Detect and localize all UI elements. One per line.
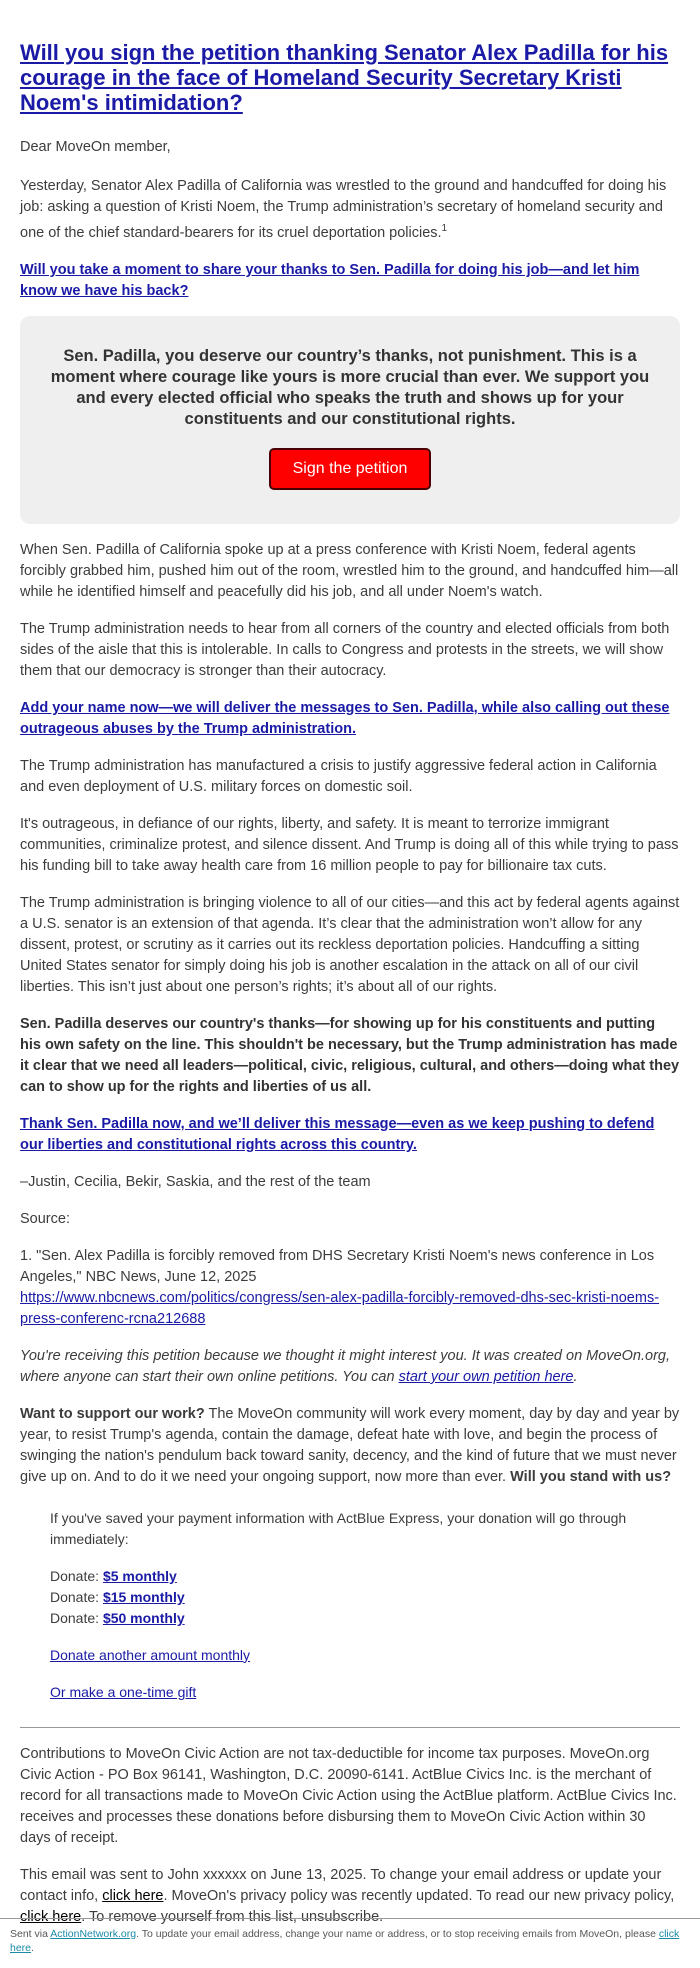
- petition-statement: Sen. Padilla, you deserve our country’s thanks, not punishment. This is a moment where courage like yours is more crucial than ever. We support you and every elected official who speaks the truth and shows up for your constituents and our constitutional rights.: [50, 346, 650, 428]
- action-network-footer: [0, 1918, 700, 1963]
- one-time-gift-link[interactable]: Or make a one-time gift: [50, 1683, 197, 1700]
- donate-another-row: [50, 1645, 680, 1666]
- update-contact-link[interactable]: click here: [102, 1887, 164, 1904]
- thank-now-link[interactable]: Thank Sen. Padilla now, and we’ll deliver this message—even as we keep pushing to defend our liberties and constitutional rights across this country.: [20, 1115, 655, 1153]
- donate-intro: If you've saved your payment information with ActBlue Express, your donation will go through immediately:: [50, 1509, 627, 1547]
- paragraph-intolerable: The Trump administration needs to hear from all corners of the country and elected officials from both sides of the aisle that this is intolerable. In calls to Congress and protests in the streets, we will show them that our democracy is stronger than their autocracy.: [20, 620, 670, 679]
- footer-unsubscribe-link[interactable]: click here: [10, 1928, 680, 1954]
- source-text: 1. "Sen. Alex Padilla is forcibly removed from DHS Secretary Kristi Noem's news conference in Los Angeles," NBC News, June 12, 2025: [20, 1247, 655, 1285]
- donate-50-link[interactable]: $50 monthly: [102, 1609, 185, 1626]
- donate-option: [50, 1608, 680, 1629]
- donate-5-link[interactable]: $5 monthly: [102, 1567, 177, 1584]
- footer-prefix: Sent via: [10, 1928, 48, 1940]
- headline-link[interactable]: Will you sign the petition thanking Senator Alex Padilla for his courage in the face of Homeland Security Secretary Kristi Noem's intimidation?: [20, 40, 669, 115]
- paragraph-violence: The Trump administration is bringing violence to all of our cities—and this act by federal agents against a U.S. senator is an extension of that agenda. It’s clear that the administration won’t allow for any dissent, protest, or scrutiny as it carries out its reckless deportation policies. Handcuffing a sitting United States senator for simply doing his job is another escalation in the attack on all of our civil liberties. This isn’t just about one person’s rights; it’s about all of our rights.: [20, 894, 680, 995]
- sent-text-1: This email was sent to John xxxxxx on June 13, 2025. To change your email address or update your contact info,: [20, 1866, 662, 1904]
- footer-text: . To update your email address, change your name or address, or to stop receiving emails from MoveOn, please: [136, 1928, 656, 1940]
- footer-end: .: [31, 1942, 34, 1954]
- add-name-paragraph: [20, 698, 680, 740]
- receiving-notice: You're receiving this petition because we thought it might interest you. It was created on MoveOn.org, where anyone can start their own online petitions. You can start your own petition here.: [20, 1347, 670, 1385]
- action-network-link[interactable]: ActionNetwork.org: [50, 1928, 137, 1940]
- paragraph-incident: When Sen. Padilla of California spoke up at a press conference with Kristi Noem, federal agents forcibly grabbed him, pushed him out of the room, wrestled him to the ground, and handcuffed him—all while he identified himself and peacefully did his job, and all under Noem's watch.: [20, 541, 679, 600]
- donate-another-link[interactable]: Donate another amount monthly: [50, 1646, 251, 1663]
- source-url-link[interactable]: https://www.nbcnews.com/politics/congress/sen-alex-padilla-forcibly-removed-dhs-sec-kristi-noems-press-conferenc-rcna212688: [20, 1289, 660, 1327]
- thank-now-paragraph: [20, 1114, 680, 1156]
- share-thanks-paragraph: [20, 260, 680, 302]
- donate-option: [50, 1566, 680, 1587]
- footnote-ref: 1: [441, 223, 448, 234]
- legal-notice: Contributions to MoveOn Civic Action are not tax-deductible for income tax purposes. MoveOn.org Civic Action - PO Box 96141, Washington, D.C. 20090-6141. ActBlue Civics Inc. is the merchant of record for all transactions made to MoveOn Civic Action using the ActBlue platform. ActBlue Civics Inc. receives and processes these donations before disbursing them to MoveOn Civic Action within 30 days of receipt.: [20, 1745, 677, 1846]
- petition-callout: [20, 316, 680, 524]
- support-body: The MoveOn community will work every moment, day by day and year by year, to resist Trump's agenda, contain the damage, defeat hate with love, and begin the process of swinging the nation's pendulum back toward sanity, decency, and the kind of future that we must never give up on. And to do it we need your ongoing support, now more than ever.: [20, 1405, 680, 1485]
- sent-text-3: . To remove yourself from this list, unsubscribe.: [81, 1908, 384, 1925]
- donate-prefix: Donate:: [50, 1609, 100, 1626]
- greeting: Dear MoveOn member,: [20, 139, 171, 155]
- donate-prefix: Donate:: [50, 1588, 100, 1605]
- paragraph-leaders: Sen. Padilla deserves our country's thanks—for showing up for his constituents and putting his own safety on the line. This shouldn't be necessary, but the Trump administration has made it clear that we need all leaders—political, civic, religious, cultural, and others—doing what they can to show up for the rights and liberties of us all.: [20, 1015, 680, 1095]
- source-citation: [20, 1246, 680, 1330]
- start-petition-link[interactable]: start your own petition here: [398, 1368, 574, 1385]
- add-name-link[interactable]: Add your name now—we will deliver the messages to Sen. Padilla, while also calling out these outrageous abuses by the Trump administration.: [20, 699, 670, 737]
- sent-text-2: . MoveOn's privacy policy was recently updated. To read our new privacy policy,: [163, 1887, 675, 1904]
- paragraph-outrageous: It's outrageous, in defiance of our rights, liberty, and safety. It is meant to terrorize immigrant communities, criminalize protest, and silence dissent. And Trump is doing all of this while trying to pass his funding bill to take away health care from 16 million people to pay for billionaire tax cuts.: [20, 815, 679, 874]
- donate-15-link[interactable]: $15 monthly: [102, 1588, 185, 1605]
- privacy-policy-link[interactable]: click here: [20, 1908, 82, 1925]
- divider: [20, 1727, 680, 1728]
- donate-option: [50, 1587, 680, 1608]
- paragraph-crisis: The Trump administration has manufactured a crisis to justify aggressive federal action in California and even deployment of U.S. military forces on domestic soil.: [20, 757, 657, 795]
- signoff: –Justin, Cecilia, Bekir, Saskia, and the rest of the team: [20, 1173, 371, 1190]
- donate-prefix: Donate:: [50, 1567, 100, 1584]
- sign-petition-button[interactable]: Sign the petition: [269, 448, 432, 490]
- support-tail: Will you stand with us?: [510, 1468, 672, 1485]
- headline: [20, 0, 680, 115]
- source-label: Source:: [20, 1210, 70, 1227]
- support-paragraph: [20, 1404, 680, 1488]
- intro-text: Yesterday, Senator Alex Padilla of California was wrestled to the ground and handcuffed for doing his job: asking a question of Kristi Noem, the Trump administration’s secretary of homeland security and one of the chief standard-bearers for its cruel deportation policies.: [20, 178, 667, 241]
- donate-section: [20, 1508, 680, 1703]
- support-lead: Want to support our work?: [20, 1405, 205, 1422]
- receiving-text: You're receiving this petition because we thought it might interest you. It was created on MoveOn.org, where anyone can start their own online petitions. You can: [20, 1347, 670, 1385]
- one-time-row: [50, 1682, 680, 1703]
- share-thanks-link[interactable]: Will you take a moment to share your thanks to Sen. Padilla for doing his job—and let him know we have his back?: [20, 261, 640, 299]
- intro-paragraph: [20, 176, 680, 244]
